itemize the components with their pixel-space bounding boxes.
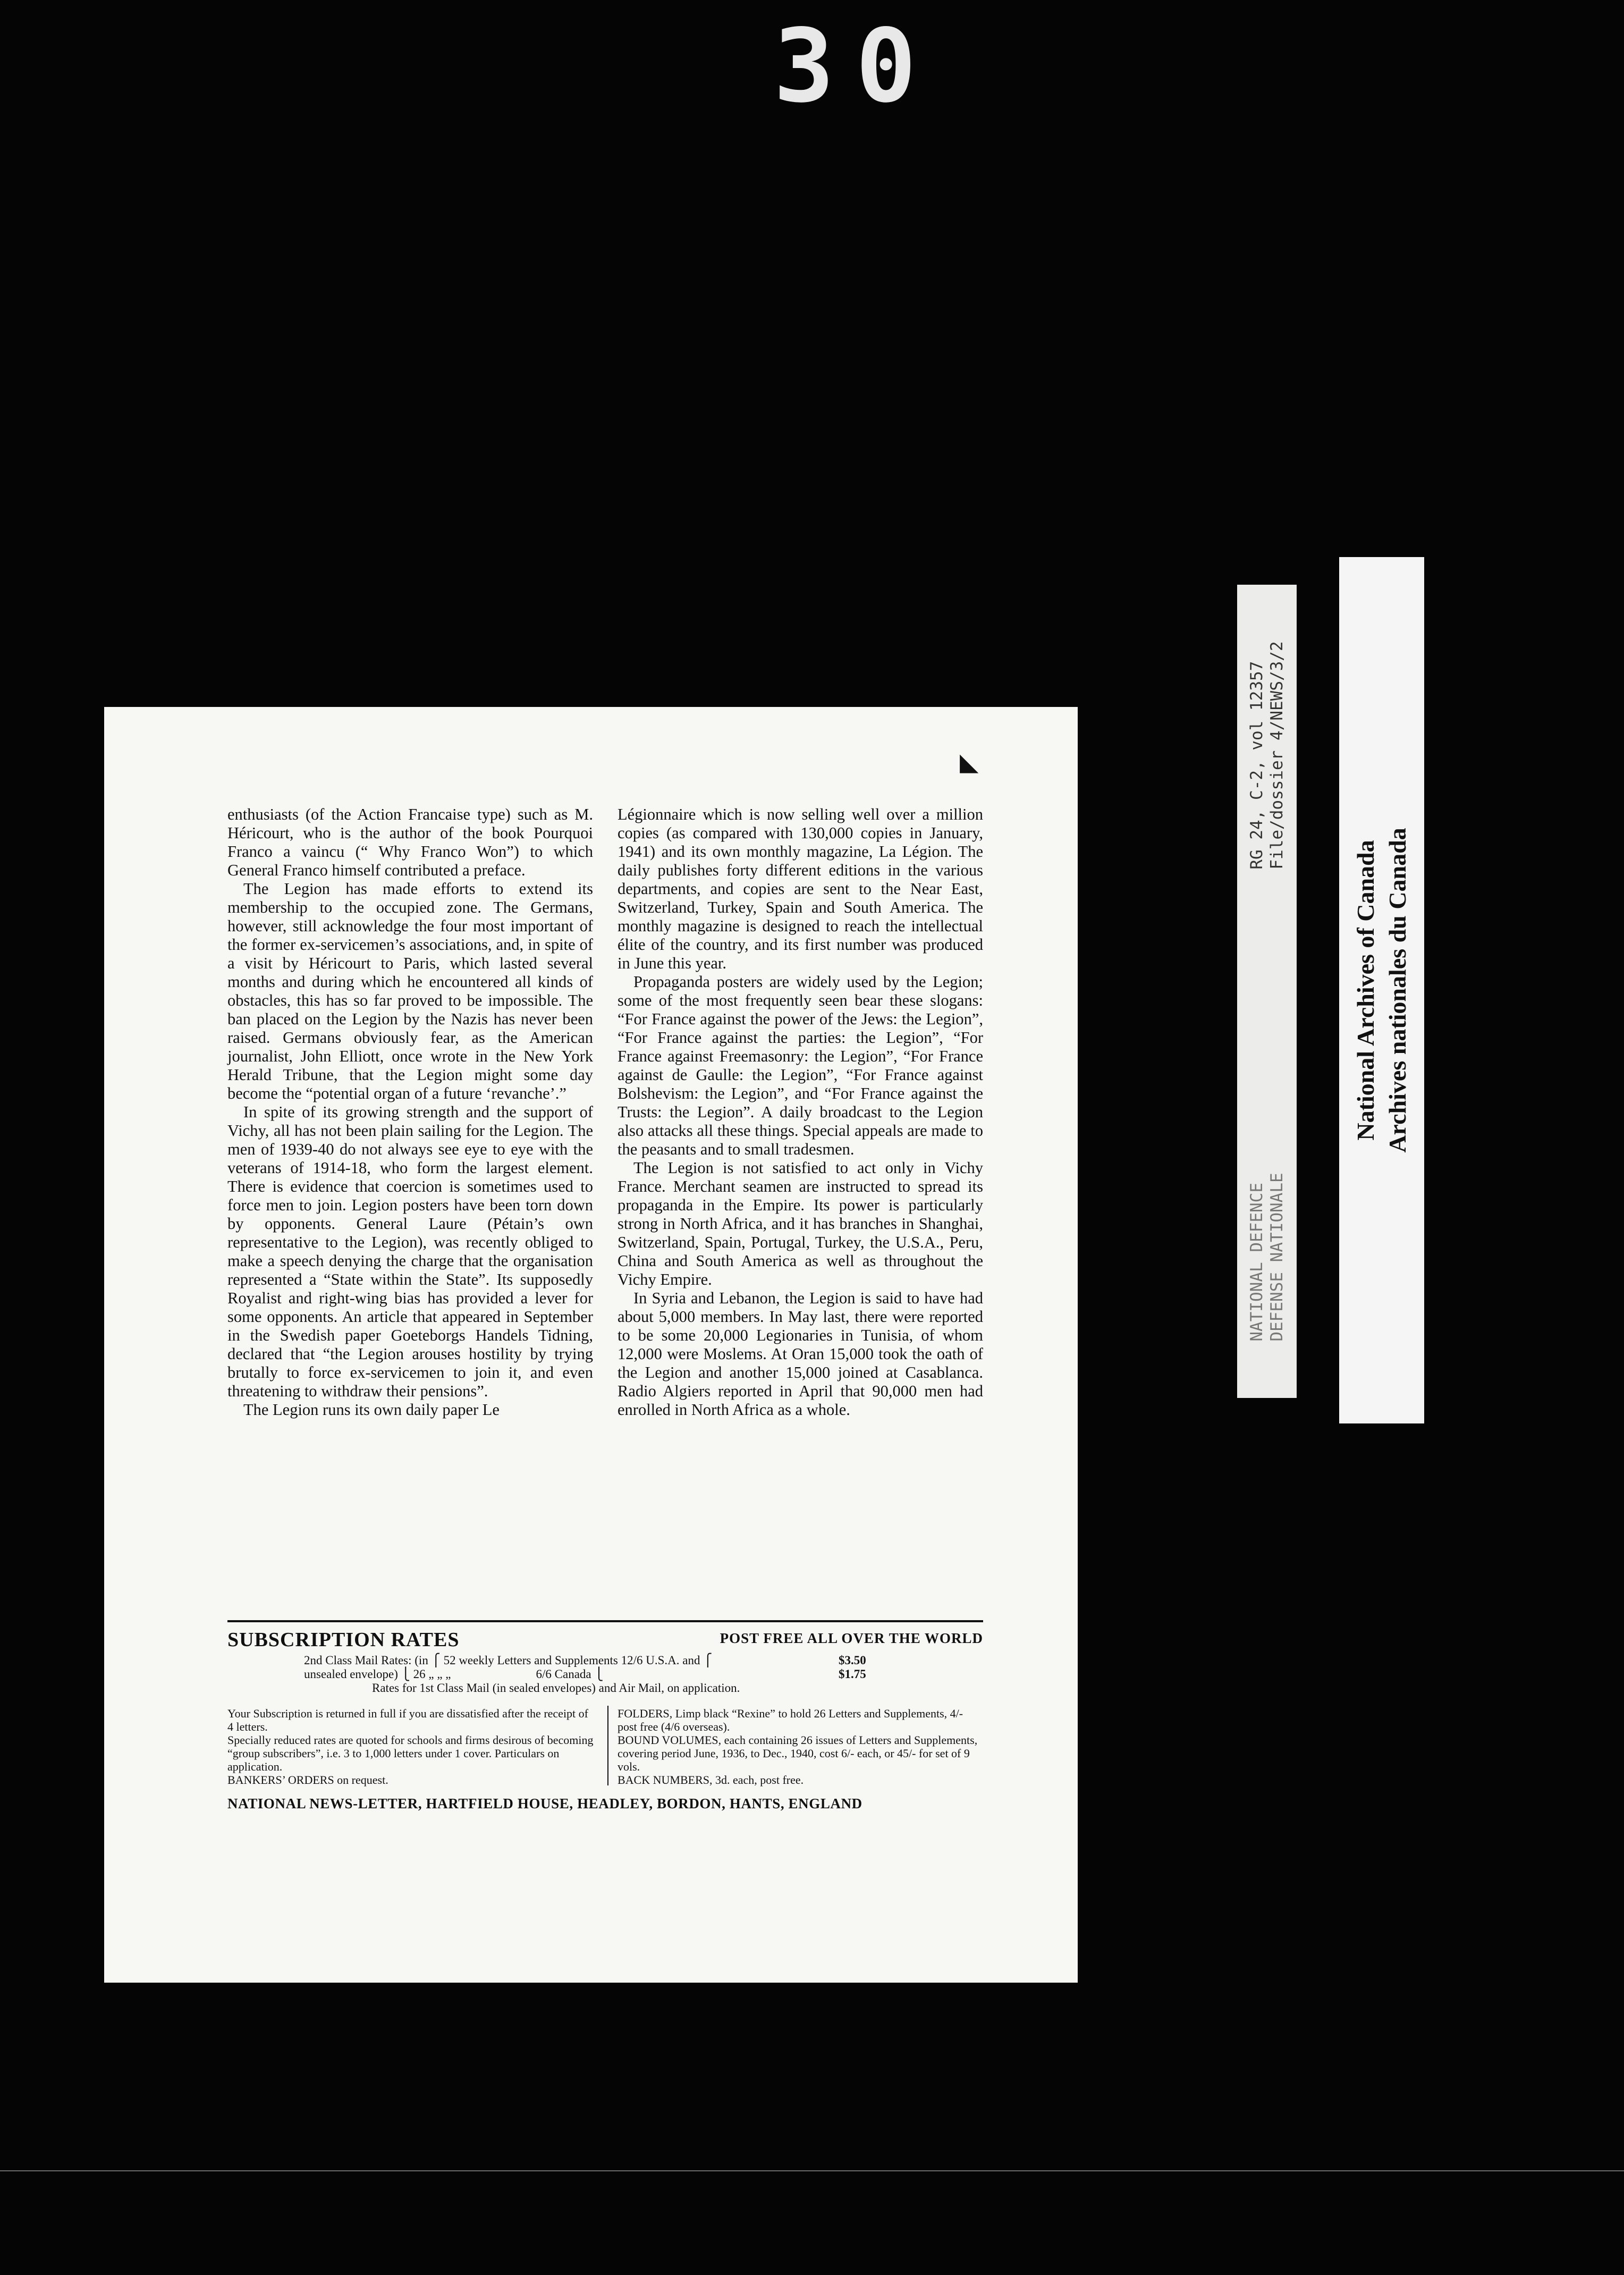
newsletter-page bbox=[104, 707, 1078, 1983]
classification-line: NATIONAL DEFENCE bbox=[1247, 1183, 1266, 1342]
publisher-address: NATIONAL NEWS-LETTER, HARTFIELD HOUSE, HEADLEY, BORDON, HANTS, ENGLAND bbox=[227, 1796, 862, 1811]
arrow-marker-icon: ◣ bbox=[960, 747, 979, 776]
paragraph: The Legion runs its own daily paper Le bbox=[243, 1401, 500, 1419]
classification-block bbox=[1247, 1173, 1287, 1341]
paragraph: In Syria and Lebanon, the Legion is said to have had about 5,000 members. In May last, there were reported to be some 20,000 Legionaries in Tunisia, of whom 12,000 were Moslems. At Oran 15,000 took the oath of the Legion and another 15,000 joined at Casablanca. Radio Algiers reported in April that 90,000 men had enrolled in North Africa as a whole. bbox=[618, 1289, 983, 1419]
paragraph: The Legion has made efforts to extend its membership to the occupied zone. The Germans, however, still acknowledge the four most important of the former ex-servicemen’s associations, and, in spite of a visit by Héricourt to Paris, which lasted several months and during which he encountered all kinds of obstacles, this has so far proved to be impossible. The ban placed on the Legion by the Nazis has never been raised. Germans obviously fear, as the American journalist, John Elliott, once wrote in the New York Herald Tribune, that the Legion might some day become the “potential organ of a future ‘revanche’.” bbox=[227, 880, 593, 1102]
paragraph: enthusiasts (of the Action Francaise type) such as M. Héricourt, who is the author of the book Pourquoi Franco a vaincu (“ Why Franco Won”) to which General Franco himself contributed a preface. bbox=[227, 805, 593, 879]
rates-line bbox=[304, 1667, 604, 1681]
note: FOLDERS, Limp black “Rexine” to hold 26 Letters and Supplements, 4/- post free (4/6 overseas). bbox=[618, 1707, 963, 1733]
price-canada: $1.75 bbox=[839, 1667, 866, 1681]
archive-name-en: National Archives of Canada bbox=[1352, 840, 1379, 1141]
rates-line-part: unsealed envelope) ⎩ 26 „ „ „ bbox=[304, 1667, 451, 1681]
divider-rule bbox=[227, 1620, 983, 1622]
note: BANKERS’ ORDERS on request. bbox=[227, 1773, 388, 1787]
rates-line: 2nd Class Mail Rates: (in ⎧ 52 weekly Letters and Supplements 12/6 U.S.A. and ⎧ bbox=[304, 1654, 713, 1667]
paragraph: Légionnaire which is now selling well over a million copies (as compared with 130,000 copies in January, 1941) and its own monthly magazine, La Légion. The daily publishes forty different editions in the various departments, and copies are sent to the Near East, Switzerland, Turkey, Spain and South America. The monthly magazine is designed to reach the intellectual élite of the country, and its first number was produced in June this year. bbox=[618, 805, 983, 972]
subscription-title: SUBSCRIPTION RATES bbox=[227, 1629, 460, 1651]
reference-line: RG 24, C-2, vol 12357 bbox=[1247, 661, 1266, 870]
rates-line-part: 6/6 Canada ⎩ bbox=[536, 1667, 604, 1681]
column-divider bbox=[607, 1706, 608, 1785]
note: Specially reduced rates are quoted for schools and firms desirous of becoming “group subscribers”, i.e. 3 to 1,000 letters under 1 cover. Particulars on application. bbox=[227, 1733, 594, 1773]
right-text-column bbox=[618, 805, 983, 1419]
subscription-notes-right bbox=[618, 1707, 983, 1787]
archive-name-fr: Archives nationales du Canada bbox=[1384, 828, 1411, 1153]
note: BACK NUMBERS, 3d. each, post free. bbox=[618, 1773, 804, 1787]
archive-reference-stamp bbox=[1237, 585, 1297, 1398]
microfilm-frame-number: 30 bbox=[773, 7, 938, 125]
archive-label bbox=[1339, 557, 1424, 1423]
reference-block bbox=[1247, 641, 1287, 869]
note: Your Subscription is returned in full if you are dissatisfied after the receipt of 4 letters. bbox=[227, 1707, 588, 1733]
paragraph: In spite of its growing strength and the support of Vichy, all has not been plain sailing for the Legion. The men of 1939-40 do not always see eye to eye with the veterans of 1914-18, who form the largest element. There is evidence that coercion is sometimes used to force men to join. Legion posters have been torn down by opponents. General Laure (Pétain’s own representative to the Legion), was recently obliged to make a speech denying the charge that the organisation represented a “State within the State”. Its supposedly Royalist and right-wing bias has provided a lever for some opponents. An article that appeared in September in the Swedish paper Goeteborgs Handels Tidning, declared that “the Legion arouses hostility by trying brutally to force ex-servicemen to join it, and even threatening to withdraw their pensions”. bbox=[227, 1103, 593, 1400]
subscription-notes-left bbox=[227, 1707, 594, 1787]
reference-line: File/dossier 4/NEWS/3/2 bbox=[1267, 641, 1287, 870]
post-free-heading: POST FREE ALL OVER THE WORLD bbox=[720, 1630, 983, 1646]
paragraph: Propaganda posters are widely used by the Legion; some of the most frequently seen bear these slogans: “For France against the power of the Jews: the Legion”, “For France against the parties: the Legion”, “For France against Freemasonry: the Legion”, “For France against de Gaulle: the Legion”, “For France against Bolshevism: the Legion”, and “For France against the Trusts: the Legion”. A daily broadcast to the Legion also attacks all these things. Special appeals are made to the peasants and to small tradesmen. bbox=[618, 973, 983, 1158]
rates-line: Rates for 1st Class Mail (in sealed envelopes) and Air Mail, on application. bbox=[372, 1681, 740, 1695]
price-usa: $3.50 bbox=[839, 1654, 866, 1667]
stamp-text bbox=[1247, 641, 1287, 1341]
film-edge-line bbox=[0, 2170, 1624, 2171]
left-text-column bbox=[227, 805, 593, 1419]
archive-label-text bbox=[1350, 828, 1414, 1152]
paragraph: The Legion is not satisfied to act only in Vichy France. Merchant seamen are instructed to spread its propaganda in the Empire. Its power is particularly strong in North Africa, and it has branches in Shanghai, Switzerland, Spain, Portugal, Turkey, the U.S.A., Peru, China and South America as well as throughout the Vichy Empire. bbox=[618, 1159, 983, 1288]
note: BOUND VOLUMES, each containing 26 issues of Letters and Supplements, covering period June, 1936, to Dec., 1940, cost 6/- each, or 45/- for set of 9 vols. bbox=[618, 1733, 978, 1773]
classification-line: DEFENSE NATIONALE bbox=[1267, 1173, 1287, 1342]
